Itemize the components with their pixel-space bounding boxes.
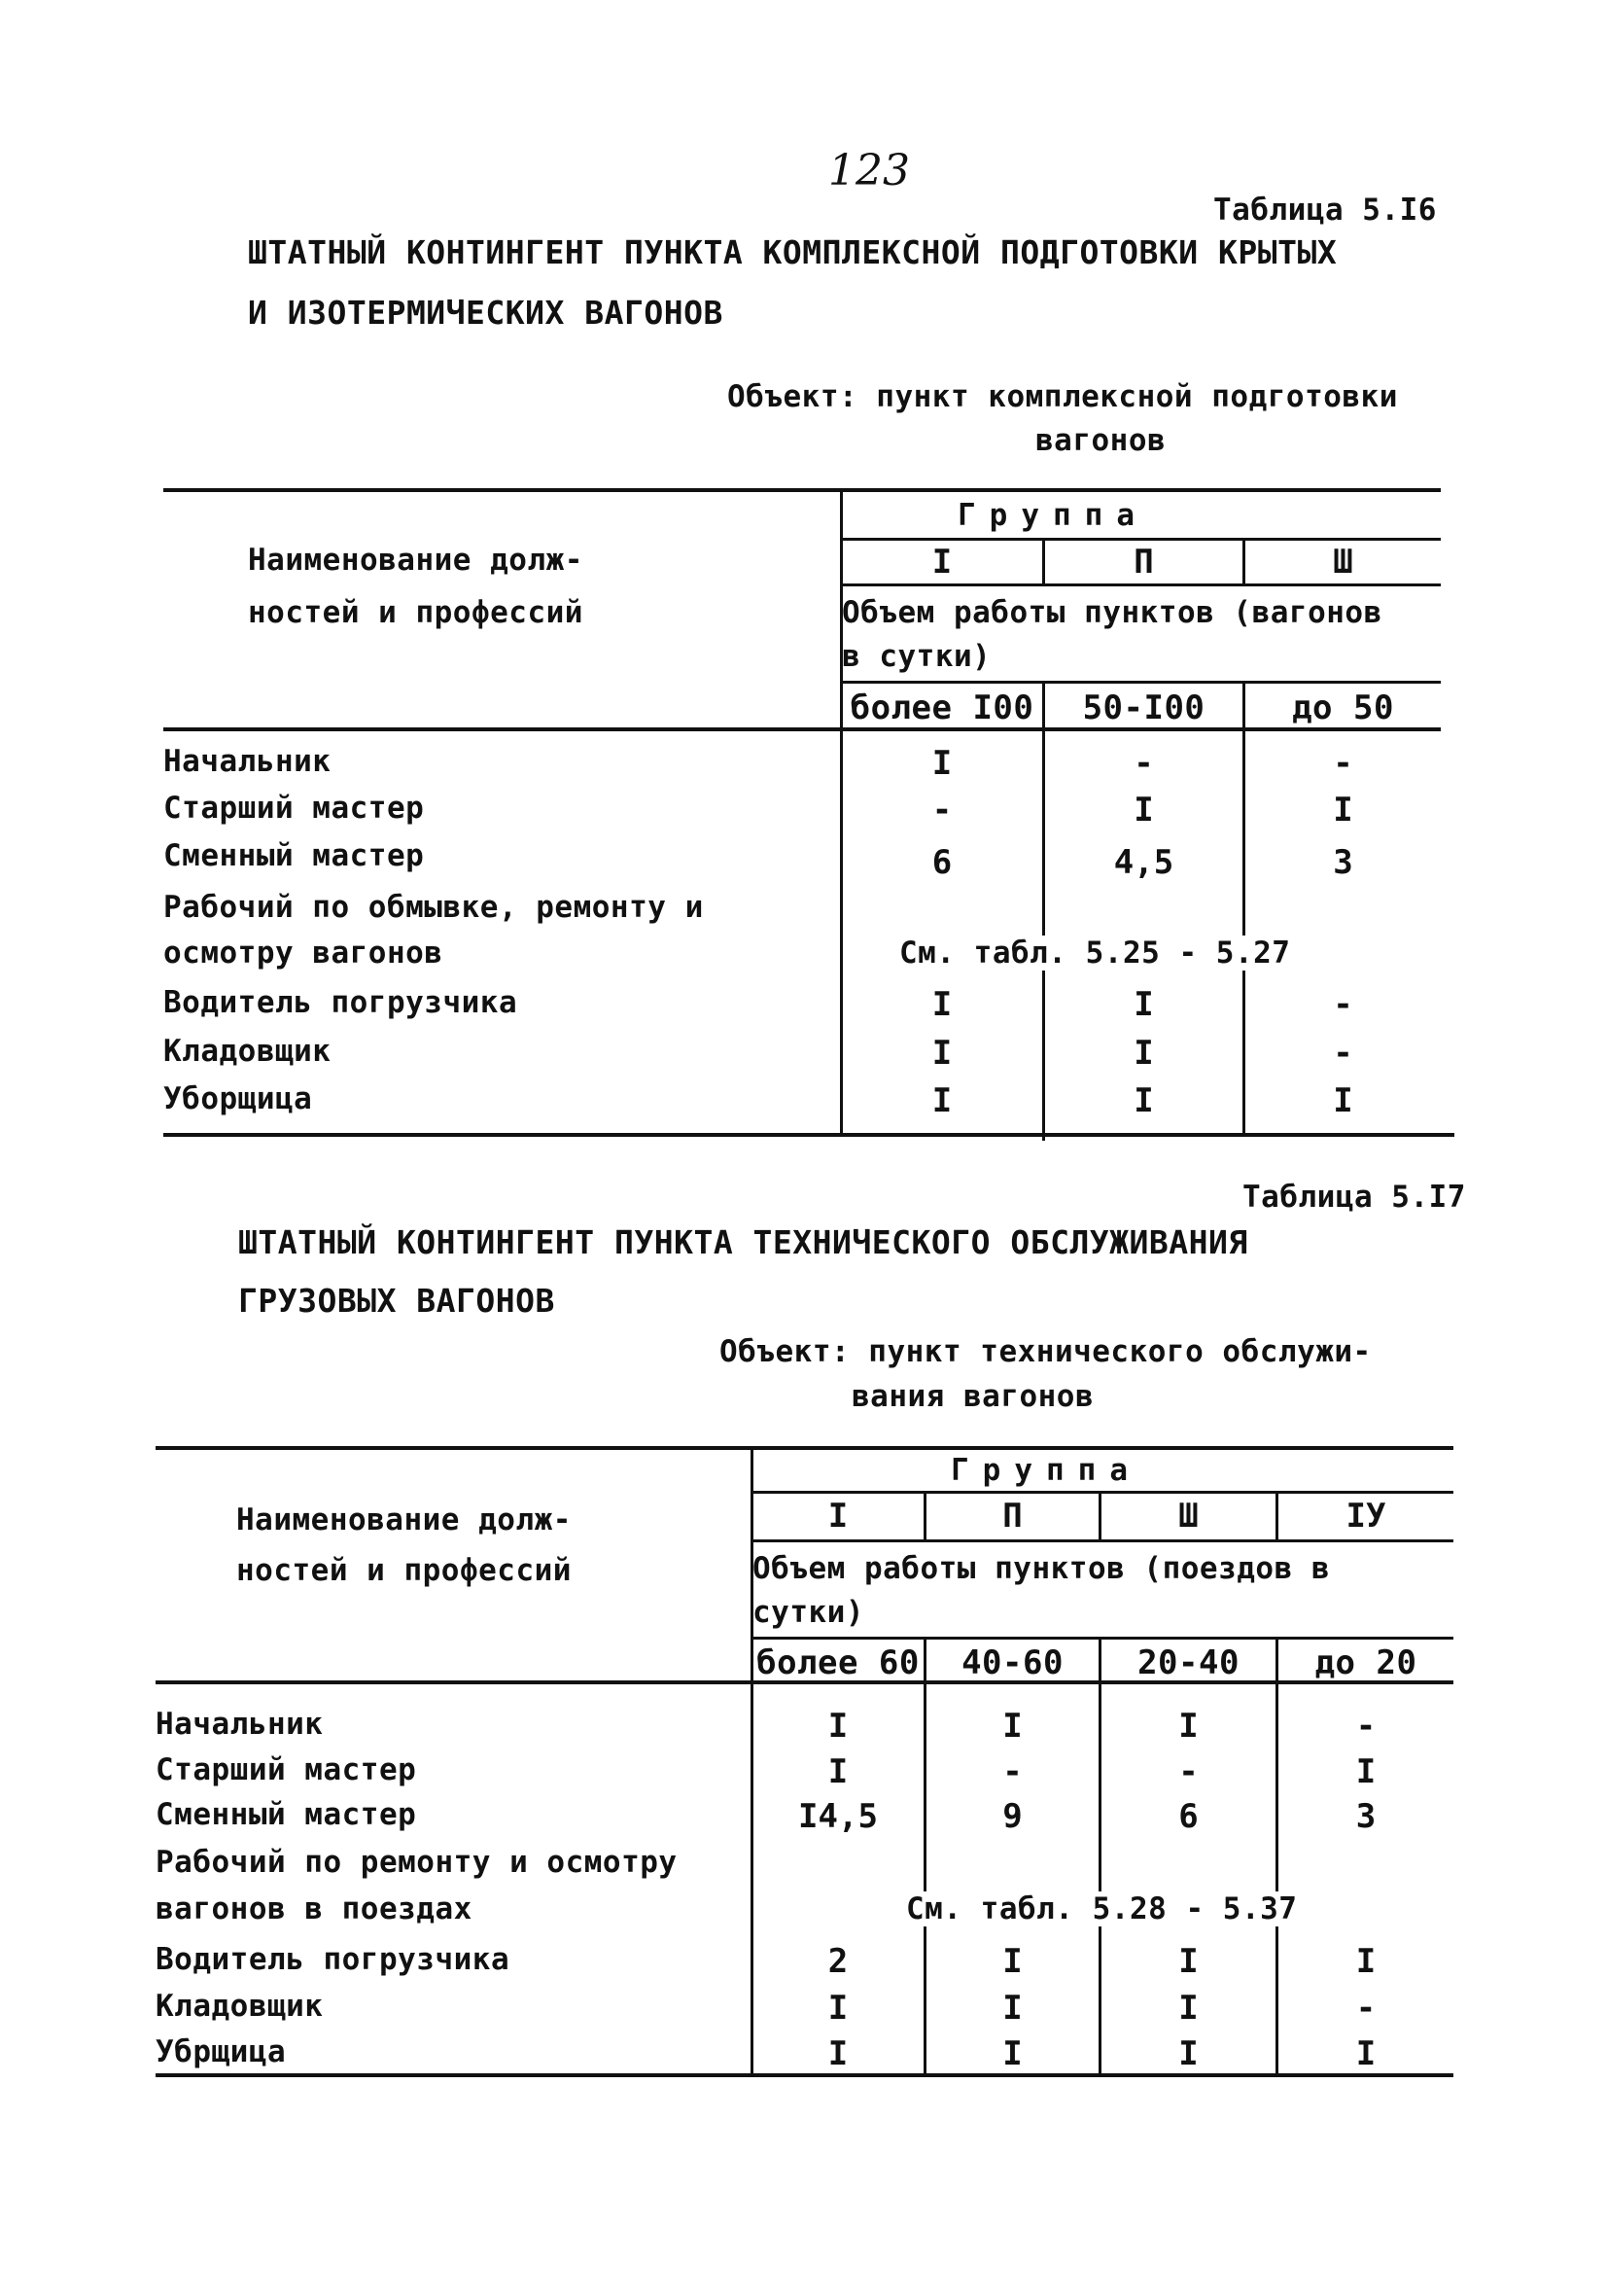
table2-groupnum-rule xyxy=(752,1539,1453,1542)
table2-range-3: 20-40 xyxy=(1137,1643,1240,1682)
table1-title-line2: И ИЗОТЕРМИЧЕСКИХ ВАГОНОВ xyxy=(248,294,723,332)
table2-row-name: Рабочий по ремонту и осмотру xyxy=(156,1845,678,1880)
table2-cell: I xyxy=(827,1752,849,1791)
table1-cell: I xyxy=(1134,985,1154,1024)
table2-cell: - xyxy=(1355,1989,1377,2028)
table2-label: Таблица 5.I7 xyxy=(1242,1180,1466,1215)
table1-row-name: Старший мастер xyxy=(163,791,425,826)
table2-colname-line1: Наименование долж- xyxy=(236,1502,572,1537)
table1-group-rule xyxy=(842,538,1441,541)
table2-row-name: Сменный мастер xyxy=(156,1797,417,1832)
table1-header-rule xyxy=(163,727,1441,731)
table1-cell: I xyxy=(931,1081,953,1120)
table2-cell: I4,5 xyxy=(798,1797,878,1836)
table2-cell: I xyxy=(1002,1707,1023,1746)
table1-volume-line2: в сутки) xyxy=(842,639,992,674)
table2-range-1: более 60 xyxy=(756,1643,920,1682)
table1-row-name: Сменный мастер xyxy=(163,838,425,873)
table2-object-line2: вания вагонов xyxy=(852,1379,1095,1414)
table1-vline-2c xyxy=(1042,727,1045,1141)
table1-cell: - xyxy=(931,791,953,830)
table2-cell: I xyxy=(1178,2034,1199,2073)
table1-volume-line1: Объем работы пунктов (вагонов xyxy=(842,595,1382,630)
table2-row-name: Убрщица xyxy=(156,2034,287,2069)
table1-cell: I xyxy=(1333,1081,1353,1120)
table1-colname-line1: Наименование долж- xyxy=(248,543,583,578)
table1-object-line2: вагонов xyxy=(1035,423,1167,458)
table2-cell: I xyxy=(1178,1989,1199,2028)
table2-cell: - xyxy=(1355,1707,1377,1746)
table2-cell: I xyxy=(827,1707,849,1746)
table2-title-line2: ГРУЗОВЫХ ВАГОНОВ xyxy=(238,1282,555,1320)
table1-range-2: 50-I00 xyxy=(1082,689,1205,727)
table1-colname-line2: ностей и профессий xyxy=(248,595,583,630)
table1-cell: I xyxy=(931,1034,953,1073)
table1-cell: - xyxy=(1134,744,1154,783)
table1-cell: - xyxy=(1333,985,1353,1024)
table1-cell: I xyxy=(1134,791,1154,830)
table2-row-name: Старший мастер xyxy=(156,1752,417,1787)
table1-cell: 6 xyxy=(931,843,953,882)
table1-cell: 3 xyxy=(1333,843,1353,882)
table2-title-line1: ШТАТНЫЙ КОНТИНГЕНТ ПУНКТА ТЕХНИЧЕСКОГО ОБСЛУЖИВАНИЯ xyxy=(238,1223,1248,1261)
table2-cell: 9 xyxy=(1002,1797,1023,1836)
table1-cell: - xyxy=(1333,1034,1353,1073)
table2-cell: I xyxy=(827,2034,849,2073)
table1-bottom-rule xyxy=(163,1133,1454,1137)
table1-row-name: Уборщица xyxy=(163,1081,313,1116)
table1-row-name: Начальник xyxy=(163,744,332,779)
table2-object-line1: Объект: пункт технического обслужи- xyxy=(719,1334,1372,1369)
table2-group-header: Группа xyxy=(951,1453,1141,1488)
table2-volume-line2: сутки) xyxy=(752,1595,864,1630)
table2-cell: I xyxy=(1355,1942,1377,1981)
table2-cell: 6 xyxy=(1178,1797,1199,1836)
table1-label: Таблица 5.I6 xyxy=(1213,193,1437,228)
table1-cell: I xyxy=(1333,791,1353,830)
table1-row-name: осмотру вагонов xyxy=(163,936,443,971)
table2-row-name: Начальник xyxy=(156,1707,324,1742)
table2-range-2: 40-60 xyxy=(961,1643,1064,1682)
table2-cell: - xyxy=(1178,1752,1199,1791)
table1-top-rule xyxy=(163,488,1441,492)
table2-cell: I xyxy=(1178,1707,1199,1746)
table2-cell: 2 xyxy=(827,1942,849,1981)
table1-reference-note: См. табл. 5.25 - 5.27 xyxy=(899,936,1291,971)
table2-cell: I xyxy=(827,1989,849,2028)
table2-cell: I xyxy=(1355,1752,1377,1791)
table1-cell: I xyxy=(931,744,953,783)
table1-cell: 4,5 xyxy=(1113,843,1174,882)
table2-group-2: П xyxy=(1002,1497,1023,1536)
table1-row-name: Водитель погрузчика xyxy=(163,985,518,1020)
table2-group-rule xyxy=(752,1491,1453,1494)
table1-volume-rule xyxy=(842,681,1441,684)
table1-cell: I xyxy=(931,985,953,1024)
table1-group-header: Группа xyxy=(958,498,1148,533)
table1-cell: I xyxy=(1134,1081,1154,1120)
table2-cell: I xyxy=(1002,1989,1023,2028)
table1-group-3: Ш xyxy=(1333,543,1353,582)
table2-volume-line1: Объем работы пунктов (поездов в xyxy=(752,1551,1331,1586)
table2-row-name: Кладовщик xyxy=(156,1989,324,2024)
table2-cell: I xyxy=(1002,1942,1023,1981)
table1-title-line1: ШТАТНЫЙ КОНТИНГЕНТ ПУНКТА КОМПЛЕКСНОЙ ПОДГОТОВКИ КРЫТЫХ xyxy=(248,233,1338,271)
table1-group-2: П xyxy=(1134,543,1154,582)
table2-cell: I xyxy=(1002,2034,1023,2073)
table2-colname-line2: ностей и профессий xyxy=(236,1553,572,1588)
table2-cell: I xyxy=(1178,1942,1199,1981)
table1-object-line1: Объект: пункт комплексной подготовки xyxy=(727,379,1398,414)
table2-cell: 3 xyxy=(1355,1797,1377,1836)
table2-volume-rule xyxy=(752,1637,1453,1640)
table2-cell: - xyxy=(1002,1752,1023,1791)
table2-reference-note: См. табл. 5.28 - 5.37 xyxy=(906,1891,1298,1926)
table1-row-name: Кладовщик xyxy=(163,1034,332,1069)
table2-group-1: I xyxy=(827,1497,849,1536)
table2-cell: I xyxy=(1355,2034,1377,2073)
table2-top-rule xyxy=(156,1446,1453,1450)
table1-row-name: Рабочий по обмывке, ремонту и xyxy=(163,890,704,925)
table2-row-name: вагонов в поездах xyxy=(156,1891,472,1926)
table2-group-3: Ш xyxy=(1178,1497,1199,1536)
table1-cell: - xyxy=(1333,744,1353,783)
table2-range-4: до 20 xyxy=(1314,1643,1417,1682)
table1-group-1: I xyxy=(931,543,953,582)
table1-range-1: более I00 xyxy=(850,689,1034,727)
page-number: 123 xyxy=(828,146,910,195)
table2-bottom-rule xyxy=(156,2073,1453,2077)
table1-groupnum-rule xyxy=(842,583,1441,586)
table1-cell: I xyxy=(1134,1034,1154,1073)
table2-group-4: IУ xyxy=(1345,1497,1386,1536)
table1-range-3: до 50 xyxy=(1292,689,1394,727)
table2-row-name: Водитель погрузчика xyxy=(156,1942,510,1977)
